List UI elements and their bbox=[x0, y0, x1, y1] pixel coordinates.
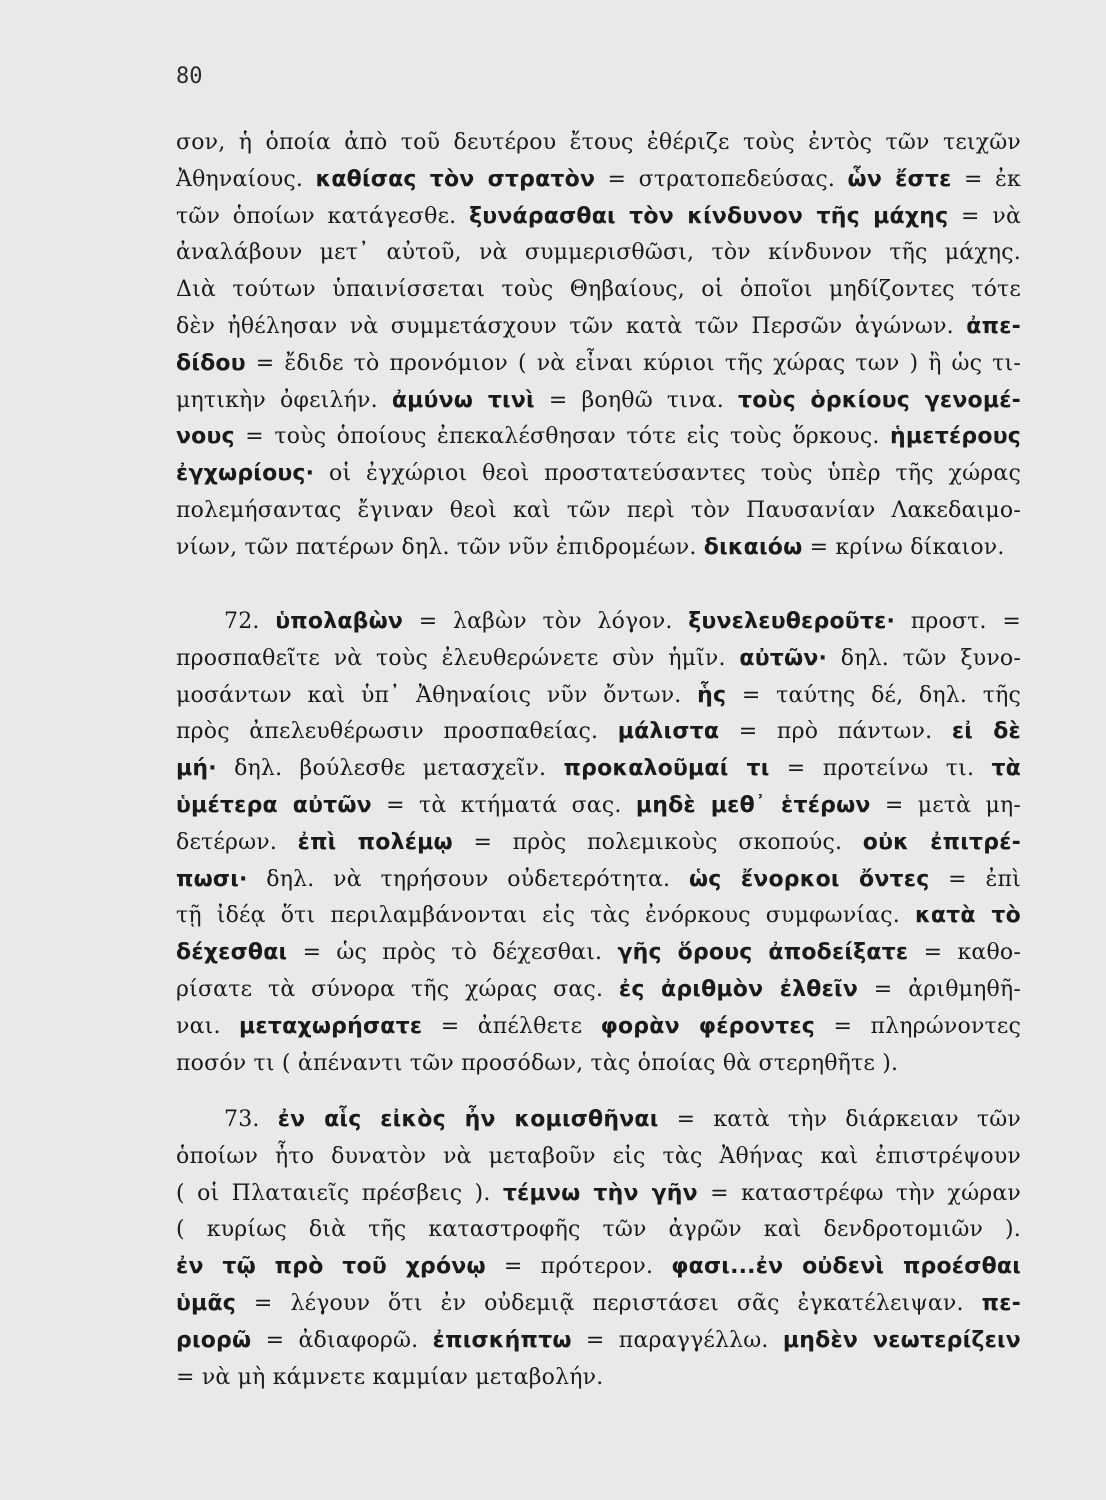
bold-lemma: μηδὲν νεωτερίζειν bbox=[782, 1327, 1021, 1353]
bold-lemma: ὑμᾶς bbox=[176, 1290, 237, 1316]
gloss-text: προσπαθεῖτε νὰ τοὺς ἐλευθερώνετε σὺν ἡμῖν. bbox=[176, 645, 740, 671]
gloss-text: πολεμήσαντας ἔγιναν θεοὶ καὶ τῶν περὶ τὸν Παυσανίαν Λακεδαιμο- bbox=[176, 497, 1021, 523]
bold-lemma: μή· bbox=[176, 756, 217, 782]
text-line bbox=[176, 751, 1021, 788]
text-line bbox=[176, 1286, 1021, 1323]
text-line bbox=[176, 346, 1021, 383]
gloss-text: = ὡς πρὸς τὸ δέχεσθαι. bbox=[287, 940, 618, 966]
gloss-text: = νὰ μὴ κάμνετε καμμίαν μεταβολήν. bbox=[176, 1364, 604, 1390]
bold-lemma: πωσι· bbox=[176, 866, 248, 892]
gloss-text: οἱ ἐγχώριοι θεοὶ προστατεύσαντες τοὺς ὑπὲρ τῆς χώρας bbox=[314, 461, 1021, 487]
text-line bbox=[176, 972, 1021, 1009]
gloss-text: τῶν ὁποίων κατάγεσθε. bbox=[176, 203, 470, 229]
paragraph-72 bbox=[176, 604, 1021, 1082]
bold-lemma: ἧς bbox=[697, 682, 727, 708]
gloss-text: = πρὸς πολεμικοὺς σκοπούς. bbox=[452, 829, 863, 855]
text-line bbox=[176, 1139, 1021, 1176]
bold-lemma: ὑπολαβὼν bbox=[275, 609, 404, 634]
bold-lemma: δίδου bbox=[176, 350, 246, 376]
bold-lemma: μεταχωρήσατε bbox=[239, 1013, 423, 1039]
gloss-text: μοσάντων καὶ ὑπ᾽ Ἀθηναίοις νῦν ὄντων. bbox=[176, 682, 698, 708]
text-line bbox=[176, 825, 1021, 862]
text-line bbox=[176, 199, 1021, 236]
gloss-text: ποσόν τι ( ἀπέναντι τῶν προσόδων, τὰς ὁποίας θὰ στερηθῆτε ). bbox=[176, 1050, 899, 1076]
bold-lemma: πε- bbox=[981, 1290, 1021, 1316]
gloss-text: = καταστρέφω τὴν χώραν bbox=[697, 1180, 1021, 1206]
gloss-text: = πληρώνοντες bbox=[815, 1013, 1021, 1039]
gloss-text: δηλ. βούλεσθε μετασχεῖν. bbox=[216, 756, 564, 782]
bold-lemma: καθίσας τὸν στρατὸν bbox=[315, 166, 596, 192]
bold-lemma: τοὺς ὁρκίους γενομέ- bbox=[737, 387, 1021, 413]
bold-lemma: κατὰ τὸ bbox=[915, 903, 1021, 929]
bold-lemma: ὧν ἔστε bbox=[847, 166, 952, 192]
gloss-text: δὲν ἠθέλησαν νὰ συμμετάσχουν τῶν κατὰ τῶν Περσῶν ἀγώνων. bbox=[176, 313, 967, 339]
gloss-text: = ἐπὶ bbox=[929, 866, 1021, 892]
text-line bbox=[176, 383, 1021, 420]
bold-lemma: ἐς ἀριθμὸν ἐλθεῖν bbox=[618, 976, 859, 1002]
gloss-text: = τὰ κτήματά σας. bbox=[371, 792, 636, 818]
bold-lemma: φασι...ἐν οὐδενὶ προέσθαι bbox=[671, 1254, 1021, 1280]
gloss-text: δετέρων. bbox=[176, 829, 298, 855]
bold-lemma: ὑμέτερα αὐτῶν bbox=[176, 792, 372, 818]
gloss-text: = κρίνω δίκαιον. bbox=[802, 534, 1005, 560]
bold-lemma: ἀμύνω τινὶ bbox=[391, 387, 535, 413]
gloss-text: = πρότερον. bbox=[485, 1254, 672, 1280]
bold-lemma: νους bbox=[176, 424, 235, 450]
gloss-text: = ἔδιδε τὸ προνόμιον ( νὰ εἶναι κύριοι τῆς χώρας των ) ἢ ὡς τι- bbox=[245, 350, 1021, 376]
gloss-text: ( κυρίως διὰ τῆς καταστροφῆς τῶν ἀγρῶν καὶ δενδροτομιῶν ). bbox=[176, 1217, 1021, 1243]
gloss-text: = ἀπέλθετε bbox=[422, 1013, 601, 1039]
text-line bbox=[176, 898, 1021, 935]
gloss-text: = τοὺς ὁποίους ἐπεκαλέσθησαν τότε εἰς τοὺς ὅρκους. bbox=[234, 424, 891, 450]
bold-lemma: ἡμετέρους bbox=[890, 424, 1021, 450]
bold-lemma: αὐτῶν· bbox=[739, 645, 828, 671]
gloss-text: 73. bbox=[224, 1107, 278, 1132]
paragraph-1 bbox=[176, 125, 1021, 567]
bold-lemma: ἐν αἷς εἰκὸς ἦν κομισθῆναι bbox=[277, 1107, 659, 1132]
gloss-text: = πρὸ πάντων. bbox=[719, 719, 952, 745]
gloss-text: 72. bbox=[224, 609, 276, 634]
text-line bbox=[176, 456, 1021, 493]
text-line bbox=[176, 1009, 1021, 1046]
bold-lemma: εἰ δὲ bbox=[951, 719, 1021, 745]
text-line bbox=[176, 1102, 1021, 1139]
text-line bbox=[176, 272, 1021, 309]
bold-lemma: τέμνω τὴν γῆν bbox=[502, 1180, 698, 1206]
gloss-text: = λέγουν ὅτι ἐν οὐδεμιᾷ περιστάσει σᾶς ἐγκατέλειψαν. bbox=[236, 1290, 982, 1316]
bold-lemma: μάλιστα bbox=[617, 719, 720, 745]
text-line bbox=[176, 862, 1021, 899]
bold-lemma: τὰ bbox=[991, 756, 1021, 782]
bold-lemma: δικαιόω bbox=[703, 534, 803, 560]
gloss-text: τῇ ἰδέᾳ ὅτι περιλαμβάνονται εἰς τὰς ἐνόρκους συμφωνίας. bbox=[176, 903, 916, 929]
text-line bbox=[176, 678, 1021, 715]
bold-lemma: ἐγχωρίους· bbox=[176, 461, 315, 487]
gloss-text: Διὰ τούτων ὑπαινίσσεται τοὺς Θηβαίους, οἱ ὁποῖοι μηδίζοντες τότε bbox=[176, 277, 1021, 303]
gloss-text: = βοηθῶ τινα. bbox=[534, 387, 738, 413]
bold-lemma: οὐκ ἐπιτρέ- bbox=[862, 829, 1021, 855]
bold-lemma: δέχεσθαι bbox=[176, 940, 288, 966]
gloss-text: ναι. bbox=[176, 1013, 240, 1039]
gloss-text: ρίσατε τὰ σύνορα τῆς χώρας σας. bbox=[176, 976, 619, 1002]
gloss-text: ὁποίων ἦτο δυνατὸν νὰ μεταβοῦν εἰς τὰς Ἀθήνας καὶ ἐπιστρέψουν bbox=[176, 1143, 1021, 1169]
gloss-text: νίων, τῶν πατέρων δηλ. τῶν νῦν ἐπιδρομέων. bbox=[176, 534, 704, 560]
text-line bbox=[176, 419, 1021, 456]
text-line bbox=[176, 1249, 1021, 1286]
gloss-text: Ἀθηναίους. bbox=[176, 166, 316, 192]
bold-lemma: ὡς ἔνορκοι ὄντες bbox=[688, 866, 930, 892]
gloss-text: = ἐκ bbox=[951, 166, 1021, 192]
bold-lemma: γῆς ὅρους ἀποδείξατε bbox=[617, 940, 909, 966]
gloss-text: = κατὰ τὴν διάρκειαν τῶν bbox=[658, 1107, 1021, 1132]
bold-lemma: προκαλοῦμαί τι bbox=[563, 756, 770, 782]
text-line bbox=[176, 1360, 1021, 1397]
bold-lemma: ἐν τῷ πρὸ τοῦ χρόνῳ bbox=[176, 1254, 486, 1280]
gloss-text: = ἀριθμηθῆ- bbox=[858, 976, 1021, 1002]
text-line bbox=[176, 309, 1021, 346]
text-line bbox=[176, 714, 1021, 751]
gloss-text: προστ. = bbox=[895, 609, 1021, 634]
bold-lemma: φορὰν φέροντες bbox=[600, 1013, 816, 1039]
gloss-text: = λαβὼν τὸν λόγον. bbox=[403, 609, 689, 634]
gloss-text: δηλ. νὰ τηρήσουν οὐδετερότητα. bbox=[247, 866, 689, 892]
text-line bbox=[176, 788, 1021, 825]
text-line bbox=[176, 1212, 1021, 1249]
page-number: 80 bbox=[176, 64, 203, 89]
gloss-text: = νὰ bbox=[948, 203, 1021, 229]
text-line bbox=[176, 1176, 1021, 1213]
bold-lemma: ἐπὶ πολέμῳ bbox=[297, 829, 453, 855]
text-line bbox=[176, 935, 1021, 972]
bold-lemma: ριορῶ bbox=[176, 1327, 252, 1353]
text-line bbox=[176, 493, 1021, 530]
gloss-text: ( οἱ Πλαταιεῖς πρέσβεις ). bbox=[176, 1180, 503, 1206]
bold-lemma: ἀπε- bbox=[966, 313, 1021, 339]
gloss-text: ἀναλάβουν μετ᾽ αὐτοῦ, νὰ συμμερισθῶσι, τὸν κίνδυνον τῆς μάχης. bbox=[176, 240, 1021, 266]
gloss-text: δηλ. τῶν ξυνο- bbox=[827, 645, 1021, 671]
text-line bbox=[176, 125, 1021, 162]
gloss-text: = μετὰ μη- bbox=[870, 792, 1021, 818]
bold-lemma: ξυνελευθεροῦτε· bbox=[688, 609, 896, 634]
gloss-text: = στρατοπεδεύσας. bbox=[595, 166, 848, 192]
text-line bbox=[176, 235, 1021, 272]
gloss-text: πρὸς ἀπελευθέρωσιν προσπαθείας. bbox=[176, 719, 618, 745]
text-line bbox=[176, 1046, 1021, 1083]
text-line bbox=[176, 604, 1021, 641]
bold-lemma: ξυνάρασθαι τὸν κίνδυνον τῆς μάχης bbox=[469, 203, 949, 229]
gloss-text: σον, ἡ ὁποία ἀπὸ τοῦ δευτέρου ἔτους ἐθέριζε τοὺς ἐντὸς τῶν τειχῶν bbox=[176, 130, 1021, 155]
gloss-text: = καθο- bbox=[908, 940, 1021, 966]
text-line bbox=[176, 1323, 1021, 1360]
gloss-text: = ταύτης δέ, δηλ. τῆς bbox=[726, 682, 1021, 708]
text-line bbox=[176, 530, 1021, 567]
text-line bbox=[176, 162, 1021, 199]
gloss-text: = παραγγέλλω. bbox=[571, 1327, 783, 1353]
text-line bbox=[176, 641, 1021, 678]
gloss-text: = ἀδιαφορῶ. bbox=[251, 1327, 433, 1353]
gloss-text: = προτείνω τι. bbox=[769, 756, 992, 782]
bold-lemma: ἐπισκήπτω bbox=[432, 1327, 572, 1353]
gloss-text: μητικὴν ὀφειλήν. bbox=[176, 387, 392, 413]
paragraph-73 bbox=[176, 1102, 1021, 1396]
bold-lemma: μηδὲ μεθ᾽ ἑτέρων bbox=[635, 792, 871, 818]
